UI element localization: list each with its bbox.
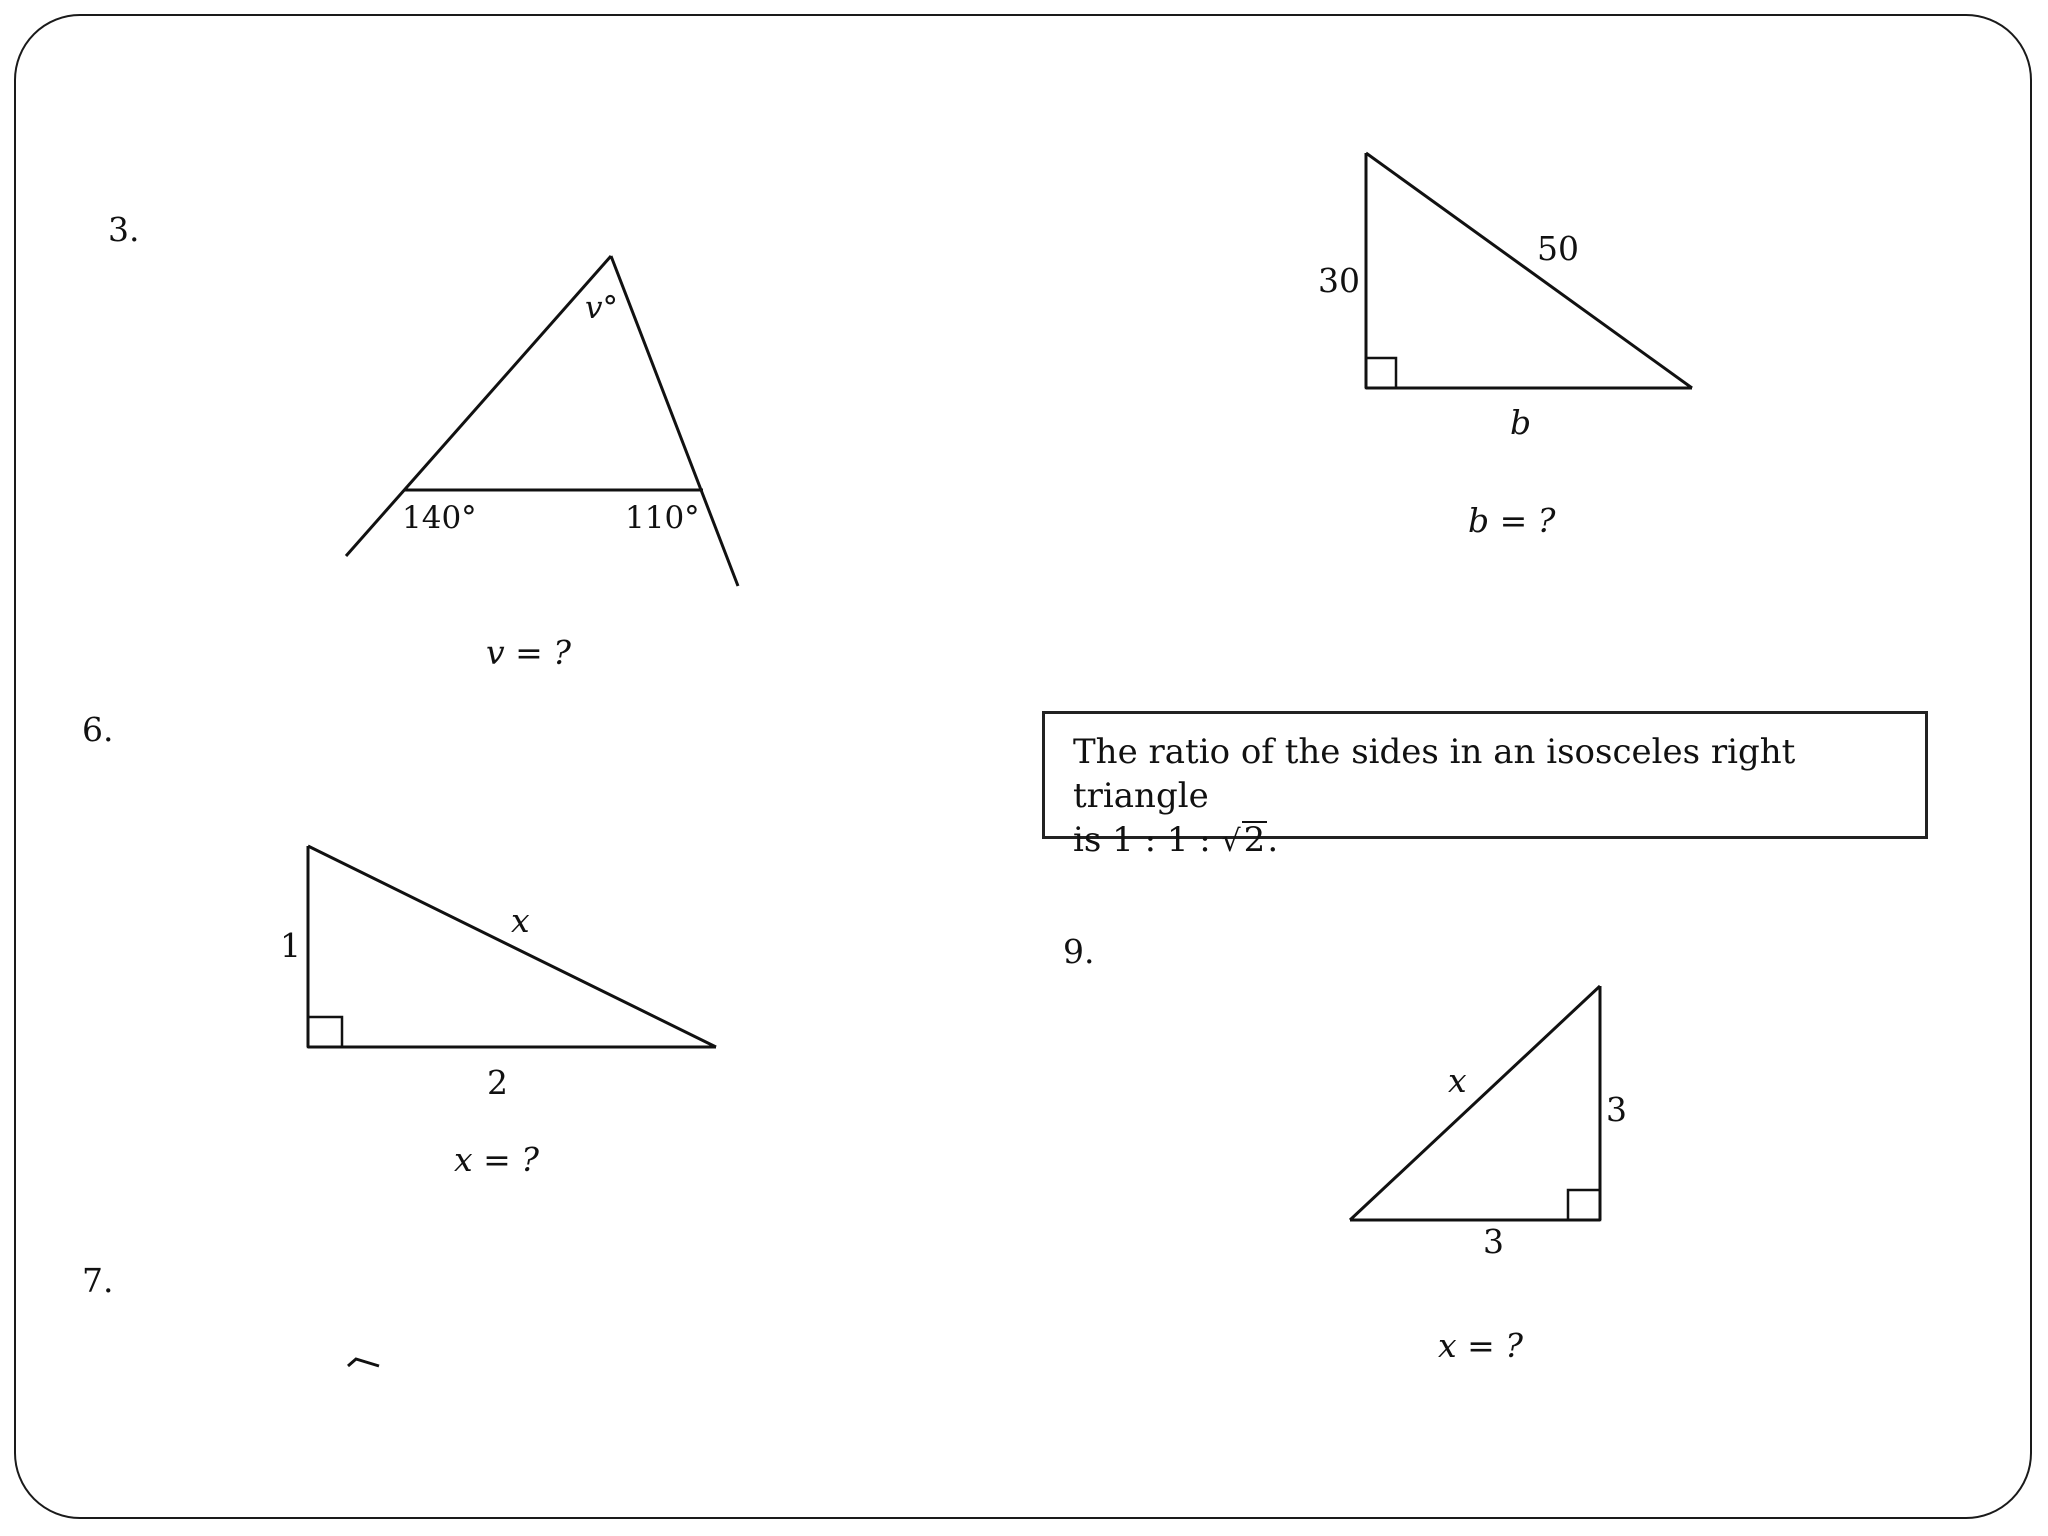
problem-6-number: 6. — [82, 710, 114, 749]
problem-7-number: 7. — [82, 1261, 114, 1300]
triangle-3-right-side — [611, 256, 738, 586]
problem-4-question: b = ? — [1468, 501, 1556, 540]
problem-9-number: 9. — [1063, 932, 1095, 971]
triangle-4-hypotenuse — [1366, 153, 1692, 388]
isosceles-ratio-note — [1042, 711, 1928, 860]
triangle-4-hypotenuse-label: 50 — [1537, 229, 1579, 268]
problem-3 — [108, 210, 738, 672]
note-radicand: 2 — [1243, 820, 1266, 860]
problem-3-number: 3. — [108, 210, 140, 249]
sqrt-symbol: √ — [1221, 824, 1241, 859]
triangle-9-leg-label: 3 — [1606, 1090, 1627, 1129]
problem-4 — [1318, 153, 1692, 540]
triangle-3-right-angle: 110° — [625, 500, 700, 536]
problem-3-question: v = ? — [486, 633, 571, 672]
triangle-6-base-label: 2 — [487, 1063, 508, 1102]
triangle-3-left-side — [346, 256, 611, 556]
triangle-6-hypotenuse — [308, 846, 716, 1047]
triangle-9-right-angle-mark — [1568, 1190, 1600, 1220]
triangle-9-base-label: 3 — [1483, 1222, 1504, 1261]
triangle-3-left-angle: 140° — [402, 500, 477, 536]
problem-9 — [1063, 932, 1627, 1365]
problem-6-question: x = ? — [454, 1140, 539, 1179]
triangle-4-leg-label: 30 — [1318, 261, 1360, 300]
triangle-9-hypotenuse-label: x — [1448, 1061, 1467, 1100]
triangle-4-base-label: b — [1510, 403, 1532, 442]
triangle-4-right-angle-mark — [1366, 358, 1396, 388]
triangle-9-hypotenuse — [1350, 986, 1600, 1220]
note-ratio-prefix: is 1 : 1 : — [1073, 820, 1222, 860]
triangle-7-partial-edge — [348, 1359, 379, 1366]
triangle-6-right-angle-mark — [308, 1017, 342, 1047]
problem-7 — [82, 1261, 379, 1366]
note-line-2 — [1073, 818, 1925, 864]
note-line-1: The ratio of the sides in an isosceles right triangle — [1073, 732, 1796, 816]
problem-9-question: x = ? — [1438, 1326, 1523, 1365]
note-period: . — [1267, 820, 1279, 860]
triangle-6-hypotenuse-label: x — [511, 901, 530, 940]
triangle-3-apex-angle: v° — [585, 290, 619, 326]
problem-6 — [82, 710, 716, 1179]
triangle-6-leg-label: 1 — [280, 926, 301, 965]
